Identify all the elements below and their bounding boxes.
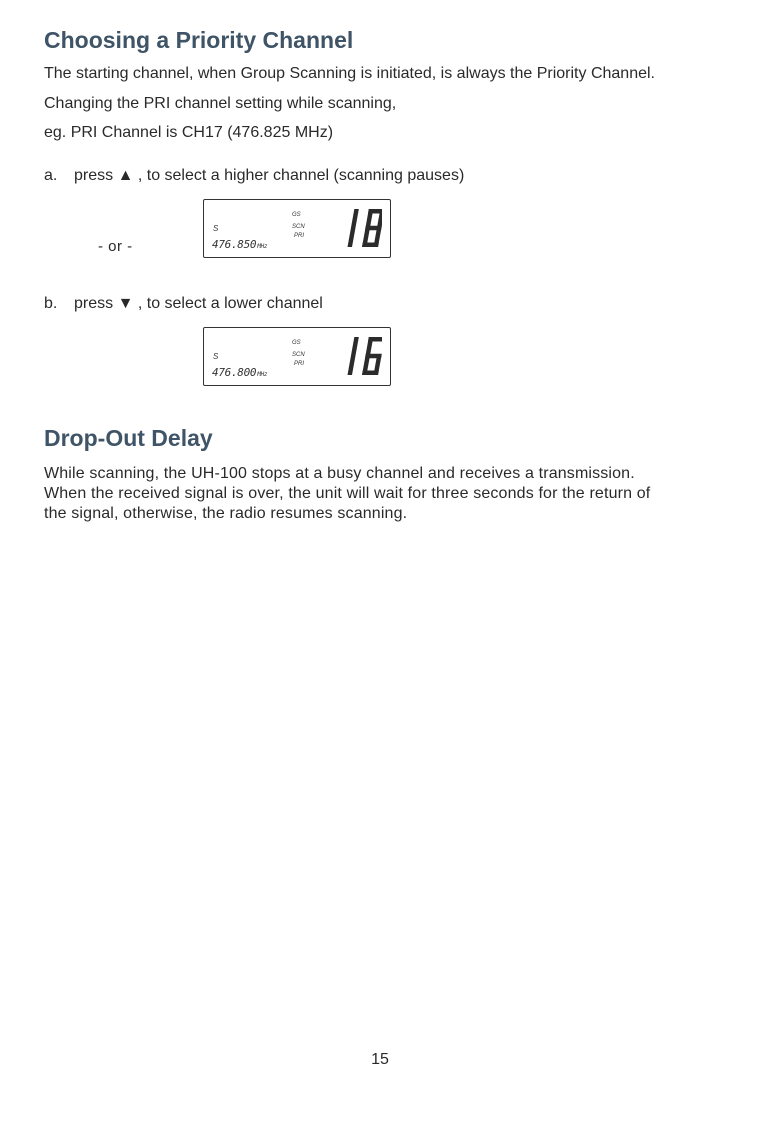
lcd-display-lower-channel <box>203 327 391 386</box>
step-a-marker: a. <box>44 167 58 184</box>
lcd-channel-digits <box>332 333 382 381</box>
paragraph-line-1: The starting channel, when Group Scanning is initiated, is always the Priority Channel. <box>44 65 655 82</box>
lcd-digit-1 <box>348 209 359 247</box>
paragraph-line-3: eg. PRI Channel is CH17 (476.825 MHz) <box>44 124 334 141</box>
lcd-segment-c <box>348 228 356 247</box>
lcd-scn-indicator: SCN <box>292 224 305 230</box>
lcd-s-indicator: S <box>213 224 219 233</box>
lcd-frequency <box>212 366 267 379</box>
step-a-text: press ▲ , to select a higher channel (scanning pauses) <box>74 167 465 184</box>
lcd-unit: MHz <box>257 243 268 250</box>
lcd-pri-indicator: PRI <box>294 233 305 239</box>
lcd-channel-digits <box>332 205 382 253</box>
lcd-gs-indicator: GS <box>292 212 301 218</box>
step-b-text: press ▼ , to select a lower channel <box>74 295 323 312</box>
lcd-segment-b <box>351 337 359 356</box>
section-title-drop-out-delay: Drop-Out Delay <box>44 425 213 451</box>
lcd-frequency-value: 476.800 <box>212 366 257 379</box>
lcd-segment-c <box>374 228 382 247</box>
step-b <box>44 294 323 314</box>
drop-out-line-2: When the received signal is over, the unit will wait for three seconds for the return of <box>44 485 651 502</box>
step-b-marker: b. <box>44 295 58 312</box>
lcd-frequency-value: 476.850 <box>212 238 257 251</box>
lcd-segment-b <box>351 209 359 228</box>
lcd-gs-indicator: GS <box>292 340 301 346</box>
drop-out-line-3: the signal, otherwise, the radio resumes scanning. <box>44 505 408 522</box>
lcd-pri-indicator: PRI <box>294 361 305 367</box>
drop-out-line-1: While scanning, the UH-100 stops at a busy channel and receives a transmission. <box>44 465 635 482</box>
lcd-frequency <box>212 238 267 251</box>
lcd-segment-c <box>348 356 356 375</box>
lcd-digit-6 <box>362 337 382 375</box>
lcd-segment-f <box>365 209 373 228</box>
or-label: - or - <box>98 238 133 255</box>
lcd-s-indicator: S <box>213 352 219 361</box>
section-title-priority-channel: Choosing a Priority Channel <box>44 27 354 53</box>
lcd-unit: MHz <box>257 371 268 378</box>
page-number: 15 <box>371 1051 389 1068</box>
lcd-scn-indicator: SCN <box>292 352 305 358</box>
paragraph-line-2: Changing the PRI channel setting while scanning, <box>44 95 397 112</box>
lcd-digit-8 <box>362 209 382 247</box>
lcd-segment-c <box>374 356 382 375</box>
lcd-segment-f <box>365 337 373 356</box>
lcd-digit-1 <box>348 337 359 375</box>
step-a <box>44 166 464 186</box>
lcd-display-higher-channel <box>203 199 391 258</box>
